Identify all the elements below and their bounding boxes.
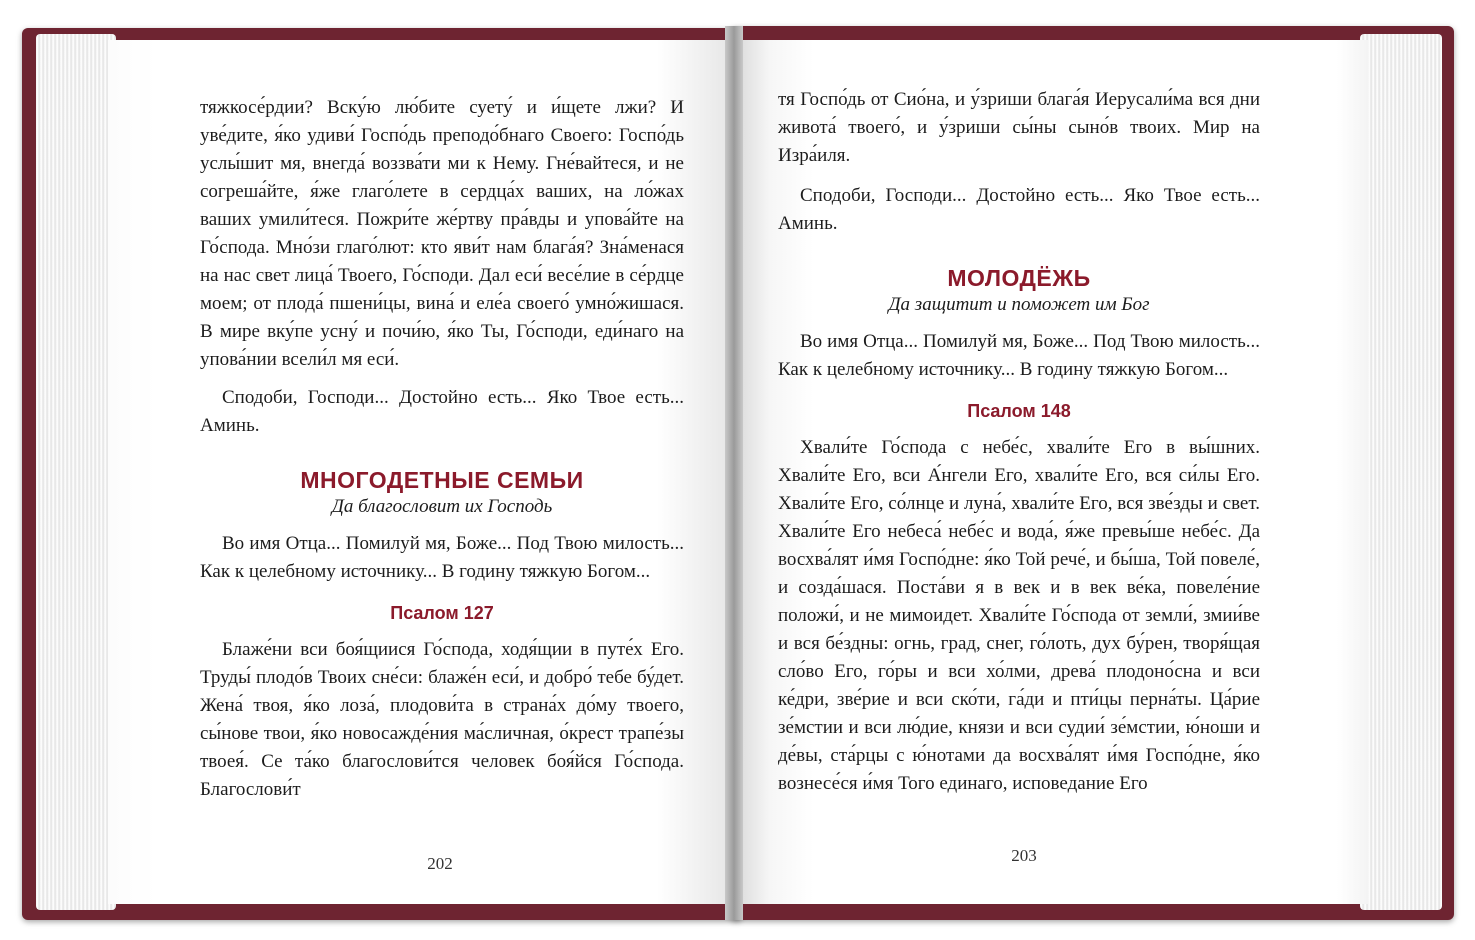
section-subtitle: Да защитит и поможет им Бог [888, 294, 1150, 315]
book-gutter [725, 26, 743, 920]
page-edges-right [1360, 34, 1442, 910]
page-number: 202 [427, 854, 453, 873]
psalm-title: Псалом 148 [967, 401, 1071, 421]
paragraph: Хвали́те Го́спода с небе́с, хвали́те Его в вы́шних. Хвали́те Его, вси А́нгели Его, хвали́те Его, вся си́лы Его. Хвали́те Его, со́лнце и луна́, хвали́те Его, вся зве́зды и свет. Хвали́те Его небеса́ небе́с и вода́, я́же превы́ше небе́с. Да восхва́лят и́мя Госпо́дне: я́ко Той рече́, и бы́ша, Той повеле́, и созда́шася. Поста́ви я в век и в век ве́ка, повеле́ние положи́, и не мимоидет. Хвали́те Го́спода от земли́, змии́ве и вся бе́здны: огнь, град, снег, го́лоть, дух бу́рен, творя́щая сло́во Его, го́ры и вси хо́лми, древа́ плодоно́сна и вси ке́дри, зве́рие и вси ско́ти, га́ди и пти́цы перна́ты. Ца́рие зе́мстии и вси лю́дие, князи и вси судии́ зе́мстии, ю́ноши и де́вы, ста́рцы с ю́нотами да восхва́лят и́мя Госпо́дне, я́ко вознесе́ся и́мя Того единаго, исповедание Его [778, 437, 1260, 794]
paragraph: тяжкосе́рдии? Вску́ю лю́бите суету́ и и́щете лжи? И уве́дите, я́ко удиви́ Госпо́дь преподо́бнаго Своего: Госпо́дь услы́шит мя, внегда́ воззва́ти ми к Нему. Гне́вайтеся, и не согреша́йте, я́же глаго́лете в сердца́х ваших, на ло́жах ваших умили́теся. Пожри́те же́ртву пра́вды и упова́йте на Го́спода. Мно́зи глаго́лют: кто яви́т нам блага́я? Зна́менася на нас свет лица́ Твоего, Го́споди. Дал еси́ весе́лие в се́рдце моем; от плода́ пшени́цы, вина́ и еле́а своего́ умно́жишася. В мире вку́пе усну́ и почи́ю, я́ко Ты, Го́споди, еди́наго на упова́нии всели́л мя еси́. [200, 97, 684, 370]
paragraph: Сподоби, Господи... Достойно есть... Яко Твое есть... Аминь. [200, 387, 684, 436]
page-edges-left [36, 34, 116, 910]
page-number: 203 [1011, 846, 1037, 865]
section-title: МНОГОДЕТНЫЕ СЕМЬИ [300, 467, 584, 493]
left-page-text [200, 94, 684, 804]
paragraph: тя Госпо́дь от Сио́на, и у́зриши блага́я Иерусали́ма вся дни живота́ твоего́, и у́зриши сы́ны сыно́в твоих. Мир на Изра́иля. [778, 89, 1260, 166]
paragraph: Во имя Отца... Помилуй мя, Боже... Под Твою милость... Как к целебному источнику... В годину тяжкую Богом... [778, 331, 1260, 380]
section-subtitle: Да благословит их Господь [331, 496, 553, 517]
right-page-text [778, 86, 1260, 798]
psalm-title: Псалом 127 [390, 603, 494, 623]
section-title: МОЛОДЁЖЬ [947, 265, 1091, 291]
paragraph: Блаже́ни вси боя́щиися Го́спода, ходя́щии в путе́х Его. Труды́ плодо́в Твоих сне́си: блаже́н еси́, и добро́ тебе бу́дет. Жена́ твоя, я́ко лоза́, плодови́та в страна́х до́му твоего, сы́нове твои, я́ко новосажде́ния ма́сличная, о́крест трапе́зы твоея́. Се та́ко благослови́тся человек боя́йся Го́спода. Благослови́т [200, 639, 684, 800]
paragraph: Во имя Отца... Помилуй мя, Боже... Под Твою милость... Как к целебному источнику... В годину тяжкую Богом... [200, 533, 684, 582]
paragraph: Сподоби, Господи... Достойно есть... Яко Твое есть... Аминь. [778, 185, 1260, 234]
